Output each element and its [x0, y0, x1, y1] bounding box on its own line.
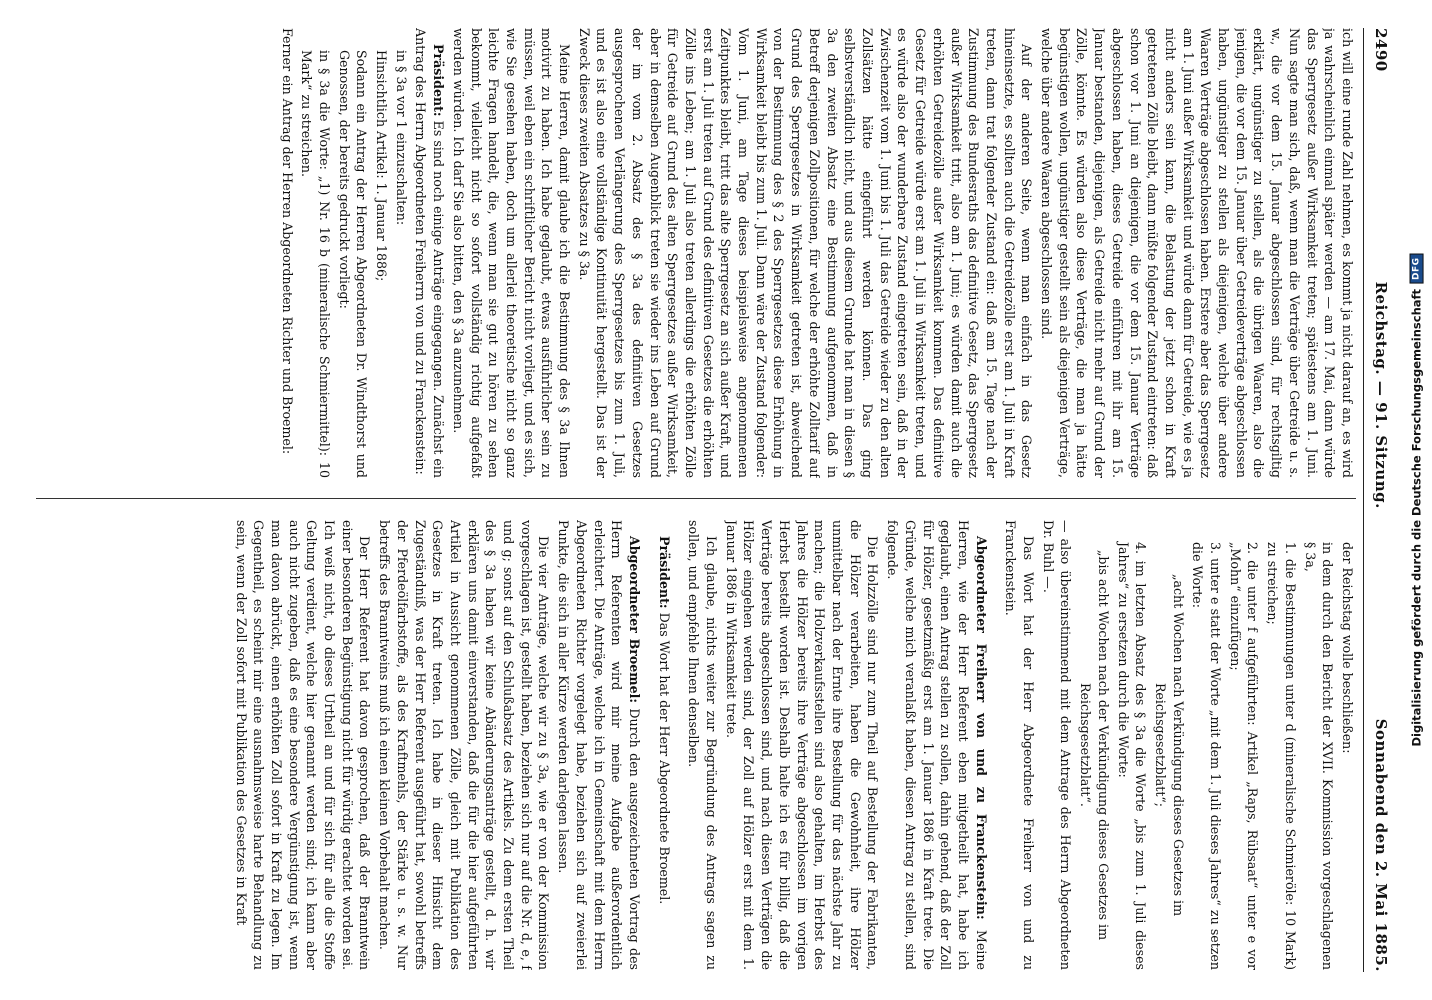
paragraph	[412, 28, 447, 478]
paragraph	[1301, 520, 1336, 970]
paragraph-text: Die Holzzölle sind nur zum Theil auf Bestellung der Fabrikanten, die Hölzer verarbeiten, haben die Gewohnheit, ihre Hölzer unmittelbar nach der Ernte ihre Bestellung für das nächste Jahr zu machen; die Holzverkaufsstellen sind also gehalten, im Herbst des Jahres die Hölzer bereits ihre Verträge abgeschlossen im vorigen Herbst bestellt worden ist. Deshalb halte ich es für billig, daß die Verträge bereits abgeschlossen sind, und nach diesen Verträgen die Hölzer eingehen werden sind, der Zoll auf Hölzer erst mit dem 1. Januar 1886 in Wirksamkeit trete.	[723, 520, 881, 970]
paragraph-text: Das Wort hat der Herr Abgeordnete Broemel.	[656, 608, 672, 905]
right-column	[26, 520, 1356, 970]
paragraph	[392, 28, 410, 478]
paragraph	[449, 28, 573, 478]
paragraph-text: 4. im letzten Absatz des § 3a die Worte „bis zum 1. Juli dieses Jahres“ zu ersetzen durch die Worte:	[1115, 542, 1149, 970]
paragraph-text: Hinsichtlich Artikel: 1. Januar 1886;	[374, 50, 390, 282]
paragraph-text: Sodann ein Antrag der Herren Abgeordneten Dr. Windthorst und Genossen, der bereits gedruckt vorliegt:	[336, 50, 370, 478]
paragraph	[1037, 28, 1356, 478]
paragraph-text: Meine Herren, wie der Herr Referent eben mitgetheilt hat, habe ich geglaubt, einen Antrag stellen zu sollen, dahin gehend, daß der Zoll für Hölzer, gesetzmäßig erst am 1. Januar 1886 in Kraft trete. Die Gründe, welche mich veranlaßt haben, diesen Antrag zu stellen, sind folgende.	[885, 520, 989, 970]
paragraph	[685, 520, 720, 970]
paragraph-gap	[643, 520, 653, 970]
paragraph-text: der Reichstag wolle beschließen:	[1340, 542, 1355, 754]
paragraph-text: ich will eine runde Zahl nehmen, es kommt ja nicht darauf an, es wird ja wahrscheinlich einmal später werden — am 17. Mai, dann würde das Sperrgesetz außer Wirksamkeit treten; spätestens am 1. Juni. Nun sagte man sich, daß, wenn man die Verträge über Getreide u. s. w., die vor dem 15. Januar abgeschlossen sind, für rechtsgiltig erklärt, ungünstiger zu stellen, als die übrigen Waaren, also die jenigen, die vor dem 15. Januar über Getreideverträge abgeschlossen haben, ungünstiger zu stellen als diejenigen, welche über andere Waaren Verträge abgeschlossen haben. Erstere aber das Sperrgesetz am 1. Juni außer Wirksamkeit und würde dann für Getreide, wie es ja nicht anders sein kann, die Belastung der jetzt schon in Kraft getretenen Zölle bleibt, dann müßte folgender Zustand eintreten: daß schon vor 1. Juni an diejenigen, die vor dem 15. Januar Verträge abgeschlossen haben, dieses Getreide einführen mit ihr am 15. Januar bestanden, diejenigen, als Getreide nicht mehr auf Grund der Zölle, könnte. Es würden also diese Verträge, die man ja hätte begünstigen wollen, ungünstiger gestellt sein als diejenigen Verträge, welche über andere Waaren abgeschlossen sind.	[1039, 28, 1355, 478]
paragraph	[1039, 520, 1074, 970]
dfg-logo-icon: DFG	[1410, 253, 1424, 284]
header-date: Sonnabend den 2. Mai 1885.	[1372, 718, 1390, 972]
paragraph-gap	[990, 520, 1000, 970]
paragraph-text: Das Wort hat der Herr Abgeordnete Freiherr von und zu Franckenstein.	[1003, 520, 1037, 970]
paragraph	[1338, 520, 1356, 970]
header-rule	[1363, 28, 1364, 972]
paragraph	[298, 28, 333, 478]
dfg-credit-strip	[1405, 0, 1429, 1000]
speaker-name: Präsident:	[656, 536, 672, 609]
paragraph-text: Der Herr Referent hat davon gesprochen, daß der Branntwein einer besonderen Begünstigung nicht für würdig erachtet worden sei. Ich weiß nicht, ob dieses Urtheil an und für sich für alle die Stoffe Geltung verdient, welche hier genannt werden sind; ich kann aber auch nicht zugeben, daß es eine besondere Vergünstigung ist, wenn man davon abrückt, einen erhöhten Zoll sofort in Kraft zu legen. Im Gegentheil, es scheint mir eine ausnahmsweise harte Behandlung zu sein, wenn der Zoll sofort mit Publikation des Gesetzes in Kraft	[233, 520, 373, 970]
paragraph-text: Meine Herren, damit glaube ich die Bestimmung des § 3a Ihnen motivirt zu haben. Ich habe geglaubt, etwas ausführlicher sein zu müssen, weil eben ein schriftlicher Bericht nicht vorliegt, und es sich, wie Sie gesehen haben, doch um allerlei theoretische nicht so ganz leichte Fragen handelt, die, wenn man sie gut zu hören zu sehen bekommt, vielleicht nicht so sofort vollständig richtig aufgefaßt werden würden. Ich darf Sie also bitten, den § 3a anzunehmen.	[450, 28, 573, 478]
paragraph	[655, 520, 673, 970]
paragraph-text: Die vier Anträge, welche wir zu § 3a, wie er von der Kommission vorgeschlagen ist, gestellt haben, beziehen sich nur auf die Nr. d, e, f und g; sonst auf den Schlußabsatz des Artikels. Zu dem ersten Theil des § 3a haben wir keine Abänderungsanträge gestellt, d. h. wir erklären uns damit einverstanden, daß die für die hier aufgeführten Artikel in Aussicht genommenen Zölle, gleich mit Publikation des Gesetzes in Kraft treten. Ich habe in dieser Hinsicht dem Zugeständniß, was der Herr Referent ausgeführt hat, sowohl betreffs der Pferdeölfarbstoffe, als des Kraftmehls, der Stärke u. s. w. Nur betreffs des Branntweins muß ich einen kleinen Vorbehalt machen.	[377, 520, 552, 970]
paragraph	[575, 28, 1035, 478]
paragraph-gap	[673, 520, 683, 970]
paragraph	[232, 520, 374, 970]
paragraph-text: „acht Wochen nach Verkündigung dieses Gesetzes im Reichsgesetzblatt“;	[1152, 573, 1186, 917]
paragraph	[722, 520, 881, 970]
paragraph-text: in § 3a die Worte: „1) Nr. 16 b (mineralische Schmiermittel): 10 Mark“ zu streichen.	[299, 50, 332, 478]
paragraph-text: Es sind noch einige Anträge eingegangen. Zunächst ein Antrag des Herrn Abgeordneten Freiherrn von und zu Franckenstein:	[413, 28, 447, 478]
credit-text: Digitalisierung gefördert durch die Deutsche Forschungsgemeinschaft	[1410, 288, 1425, 747]
paragraph	[278, 28, 296, 478]
paragraph-text: in dem durch den Bericht der XVII. Kommission vorgeschlagenen § 3a,	[1302, 542, 1336, 970]
paragraph-text: Ich glaube, nichts weiter zur Begründung des Antrags sagen zu sollen, und empfehle Ihnen denselben.	[686, 520, 720, 970]
page-number: 2490	[1372, 28, 1390, 72]
column-divider	[36, 498, 1356, 499]
paragraph	[335, 28, 370, 478]
paragraph-text: — also übereinstimmend mit dem Antrage des Herrn Abgeordneten Dr. Buhl —.	[1040, 520, 1074, 970]
paragraph	[1189, 520, 1224, 970]
paragraph	[1114, 520, 1149, 970]
paragraph-text: 1. die Bestimmungen unter d (mineralische Schmieröle: 10 Mark) zu streichen;	[1265, 542, 1298, 970]
paragraph	[1076, 520, 1111, 970]
paragraph	[883, 520, 989, 970]
paragraph	[1002, 520, 1037, 970]
paragraph	[554, 520, 643, 970]
speaker-name: Abgeordneter Freiherr von und zu Franckenstein:	[973, 536, 989, 920]
paragraph-text: in § 3a vor 1 einzuschalten:	[393, 50, 409, 226]
paragraph	[1263, 520, 1298, 970]
paragraph	[1226, 520, 1261, 970]
speaker-name: Präsident:	[431, 44, 447, 117]
paragraph	[1151, 520, 1186, 970]
speaker-name: Abgeordneter Broemel:	[626, 536, 642, 704]
paragraph-text: „bis acht Wochen nach der Verkündigung dieses Gesetzes im Reichsgesetzblatt“.	[1078, 549, 1111, 941]
page-header	[1366, 28, 1390, 972]
left-column	[26, 28, 1356, 478]
paragraph-text: 3. unter e statt der Worte „mit dem 1. Juli dieses Jahres“ zu setzen die Worte:	[1190, 542, 1224, 970]
paragraph-text: Auf der anderen Seite, wenn man einfach in das Gesetz hineinsetzte, es sollten auch die Getreidezölle erst am 1. Juli in Kraft treten, dann trat folgender Zustand ein: daß am 15. Tage nach der Zustimmung des Bundesraths das definitive Gesetz, das Sperrgesetz außer Wirksamkeit tritt, also am 1. Juni; es würden damit auch die erhöhten Getreidezölle außer Wirksamkeit kommen. Das definitive Gesetz für Getreide würde erst am 1. Juli in Wirksamkeit treten, und es würde also der wunderbare Zustand eingetreten sein, daß in der Zwischenzeit vom 1. Juni bis 1. Juli das Getreide wieder zu den alten Zollsätzen hätte eingeführt werden können. Das ging selbstverständlich nicht, und aus diesem Grunde hat man in diesen § 3a den zweiten Absatz eine Bestimmung aufgenommen, daß in Betreff derjenigen Zollpositionen, für welche der erhöhte Zolltarif auf Grund des Sperrgesetzes in Wirksamkeit getreten ist, abweichend von der Bestimmung des § 2 des Sperrgesetzes diese Erhöhung in Wirksamkeit bleibt bis zum 1. Juli. Dann wäre der Zustand folgender: Vom 1. Juni, am Tage dieses beispielsweise angenommenen Zeitpunktes bleibt, tritt das alte Sperrgesetz an sich außer Kraft, und erst am 1. Juli treten auf Grund des definitiven Gesetzes die erhöhten Zölle ins Leben; am 1. Juli also treten allerdings die erhöhten Zölle für Getreide auf Grund des alten Sperrgesetzes außer Wirksamkeit, aber in demselben Augenblick treten sie wieder ins Leben auf Grund der im vom 2. Absatz des § 3a des definitiven Gesetzes ausgesprochenen Verlängerung des Sperrgesetzes bis zum 1. Juli, und es ist also eine vollständige Kontinuität hergestellt. Das ist der Zweck dieses zweiten Absatzes zu § 3a.	[576, 28, 1035, 478]
paragraph	[372, 28, 390, 478]
header-title: Reichstag. — 91. Sitzung.	[1372, 281, 1390, 509]
credit-line	[1410, 253, 1424, 746]
paragraph-text: 2. die unter f aufgeführten: Artikel „Raps, Rübsaat“ unter e vor „Mohn“ einzufügen;	[1227, 542, 1261, 970]
paragraph-text: Ferner ein Antrag der Herren Abgeordneten Richter und Broemel:	[279, 28, 295, 455]
paragraph	[375, 520, 552, 970]
paragraph-text: Durch den ausgezeichneten Vortrag des Herrn Referenten wird mir meine Aufgabe außerordentlich erleichtert. Die Anträge, welche ich in Gemeinschaft mit dem Herrn Abgeordneten Richter vorgelegt habe, beziehen sich auf zweierlei Punkte, die sich in aller Kürze werden darlegen lassen.	[556, 520, 642, 970]
